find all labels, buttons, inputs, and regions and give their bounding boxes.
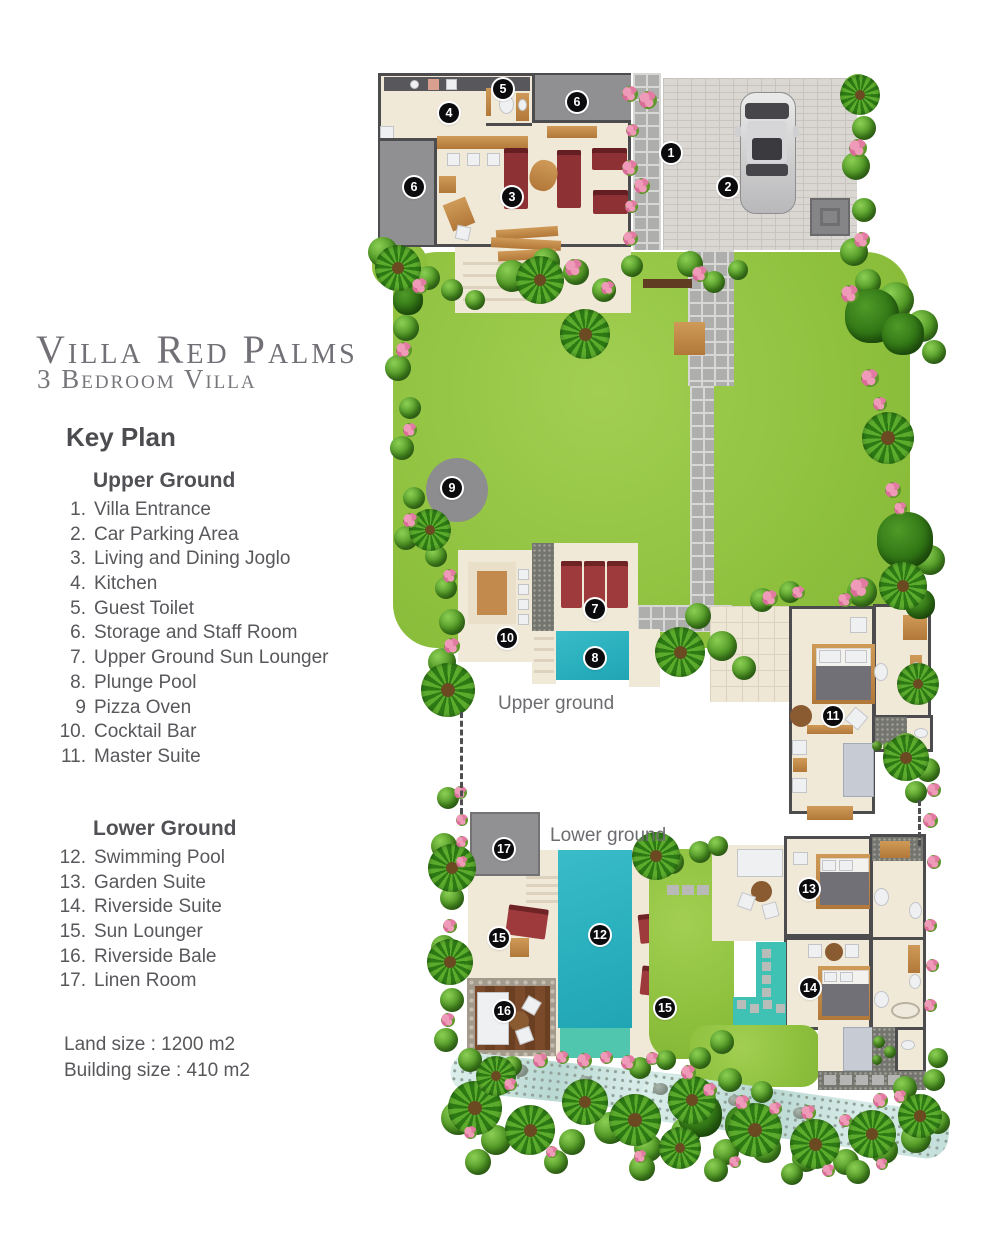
bed-pillow [839, 860, 853, 871]
pond-stone [750, 1004, 759, 1013]
palm-core [674, 646, 687, 659]
bath-sink [909, 902, 922, 919]
toilet-icon [874, 991, 889, 1008]
palm-tree-icon [883, 735, 929, 781]
flower-bush-icon [464, 1126, 477, 1139]
bar-stool [518, 584, 529, 595]
flower-bush-icon [396, 342, 412, 358]
flower-bush-icon [801, 1105, 816, 1120]
flower-bush-icon [441, 1013, 455, 1027]
koi-pond [756, 942, 786, 999]
flower-bush-icon [622, 160, 638, 176]
flower-bush-icon [924, 919, 937, 932]
flower-bush-icon [861, 369, 879, 387]
flower-bush-icon [623, 231, 638, 246]
bush-icon [732, 656, 756, 680]
bar-stool [447, 153, 460, 166]
palm-tree-icon [428, 844, 476, 892]
console-table [547, 126, 597, 138]
bush-icon [393, 315, 419, 341]
flower-bush-icon [403, 513, 418, 528]
bed-pillow [845, 650, 867, 663]
master-blanket [816, 666, 871, 700]
plan-marker-8: 8 [585, 648, 605, 668]
plan-marker-12: 12 [590, 925, 610, 945]
flower-bush-icon [926, 959, 939, 972]
area-label: Upper ground [498, 693, 615, 714]
flower-bush-icon [876, 1158, 888, 1170]
pond-stone [763, 1000, 772, 1009]
flower-bush-icon [533, 1053, 548, 1068]
palm-core [491, 1071, 501, 1081]
pond-stone [776, 1004, 785, 1013]
gravel-strip [532, 543, 554, 635]
flower-bush-icon [838, 593, 852, 607]
key-plan-heading: Key Plan [66, 422, 176, 452]
plan-marker-11: 11 [823, 706, 843, 726]
stepping-stone [872, 1075, 884, 1085]
bar-stool [518, 569, 529, 580]
nightstand [850, 617, 867, 633]
pool-step [534, 659, 554, 662]
legend-item-number: 16. [59, 945, 86, 967]
console-table [807, 725, 853, 734]
garden-path [690, 386, 714, 608]
palm-core [468, 1101, 482, 1115]
bath-vanity [908, 945, 920, 973]
flower-bush-icon [873, 1093, 888, 1108]
bush-icon [439, 609, 465, 635]
bar-stool [487, 153, 500, 166]
bush-icon [872, 1055, 882, 1065]
car-mirror [735, 126, 741, 137]
legend-item-label: Villa Entrance [94, 499, 211, 520]
flower-bush-icon [681, 1065, 696, 1080]
deck-daybed [843, 1027, 873, 1071]
flower-bush-icon [703, 1083, 717, 1097]
toilet-sink [518, 99, 527, 111]
level-boundary-line [460, 712, 463, 814]
palm-tree-icon [516, 256, 564, 304]
palm-core [524, 1124, 537, 1137]
flower-bush-icon [456, 814, 468, 826]
side-table [439, 176, 456, 193]
page-title: Villa Red Palms [36, 327, 358, 372]
toilet-wall [486, 123, 532, 126]
bush-icon [656, 1050, 676, 1070]
flower-bush-icon [646, 1052, 659, 1065]
bush-icon [440, 988, 464, 1012]
palm-core [441, 683, 455, 697]
bush-icon [872, 741, 882, 751]
stepping-stone [667, 885, 679, 895]
plan-marker-7: 7 [585, 599, 605, 619]
palm-core [748, 1123, 762, 1137]
palm-tree-icon [560, 309, 610, 359]
flower-bush-icon [792, 586, 805, 599]
palm-tree-icon [790, 1119, 840, 1169]
legend-item-number: 6. [70, 622, 86, 644]
plan-marker-5: 5 [493, 79, 513, 99]
flower-bush-icon [625, 200, 638, 213]
bathtub [891, 1002, 920, 1019]
area-label: Lower ground [550, 825, 667, 846]
flower-bush-icon [600, 1051, 613, 1064]
legend-item-label: Sun Lounger [94, 921, 203, 943]
chair [845, 944, 859, 958]
bush-icon [403, 487, 425, 509]
chair [793, 852, 808, 865]
garden-deck [674, 322, 705, 355]
flower-bush-icon [849, 139, 867, 157]
cocktail-bar-counter [468, 562, 516, 624]
palm-core [650, 850, 662, 862]
bar-stool [467, 153, 480, 166]
pool-step [534, 637, 554, 640]
bush-icon [707, 631, 737, 661]
palm-tree-icon [897, 663, 939, 705]
flower-bush-icon [894, 502, 907, 515]
lounger-table [510, 938, 529, 957]
flower-bush-icon [894, 1090, 907, 1103]
legend-item-label: Cocktail Bar [94, 721, 197, 743]
pool-step [534, 648, 554, 651]
legend-item-label: Riverside Suite [94, 896, 222, 918]
legend-item-number: 4. [70, 573, 86, 595]
tree-icon [877, 512, 933, 568]
bar-stool [518, 599, 529, 610]
pool-step [526, 876, 558, 879]
palm-core [914, 1110, 925, 1121]
bush-icon [434, 1028, 458, 1052]
palm-core [534, 274, 546, 286]
flower-bush-icon [504, 1078, 517, 1091]
building-size-text: Building size : 410 m2 [64, 1060, 250, 1081]
flower-bush-icon [885, 482, 901, 498]
bed-pillow [840, 972, 853, 982]
palm-core [913, 679, 924, 690]
palm-core [579, 328, 592, 341]
bush-icon [465, 290, 485, 310]
bush-icon [399, 397, 421, 419]
legend-item-label: Swimming Pool [94, 847, 225, 868]
bush-icon [728, 260, 748, 280]
chair [792, 778, 807, 793]
pond-stone [762, 988, 771, 997]
bar-stool [518, 614, 529, 625]
bush-icon [718, 1068, 742, 1092]
palm-core [881, 431, 895, 445]
plan-marker-9: 9 [442, 478, 462, 498]
flower-bush-icon [735, 1095, 750, 1110]
toilet-door [486, 88, 491, 116]
bush-icon [873, 1036, 885, 1048]
palm-tree-icon [879, 562, 927, 610]
round-table [790, 705, 812, 727]
bath-fixture [901, 1040, 915, 1050]
sun-lounger [505, 904, 549, 939]
car-sunroof [752, 138, 782, 160]
legend-item-label: Car Parking Area [94, 523, 239, 545]
legend-item-number: 14. [59, 896, 86, 918]
pond-stone [737, 1000, 746, 1009]
flower-bush-icon [565, 259, 583, 277]
flower-bush-icon [927, 855, 941, 869]
palm-core [628, 1113, 642, 1127]
legend-item-number: 3. [70, 548, 86, 570]
plan-marker-6: 6 [404, 177, 424, 197]
kitchen-appliance [428, 79, 439, 90]
plan-marker-2: 2 [718, 177, 738, 197]
side-table [793, 758, 807, 772]
flower-bush-icon [854, 232, 870, 248]
flower-bush-icon [403, 423, 417, 437]
bed-pillow [822, 860, 836, 871]
legend-item-label: Master Suite [94, 745, 201, 767]
flower-bush-icon [924, 999, 937, 1012]
legend-item-label: Guest Toilet [94, 597, 194, 619]
legend-item-label: Pizza Oven [94, 696, 192, 718]
bush-icon [685, 603, 711, 629]
legend-item-label: Storage and Staff Room [94, 622, 298, 644]
legend-item-number: 17. [59, 970, 86, 992]
kitchen-appliance [446, 79, 457, 90]
bed-pillow [824, 972, 837, 982]
toilet-icon [874, 888, 889, 906]
chair [808, 944, 822, 958]
bush-icon [704, 1158, 728, 1182]
legend-item-number: 11. [60, 745, 86, 767]
pool-shallow-end [560, 1028, 630, 1058]
flower-bush-icon [444, 638, 460, 654]
flower-bush-icon [556, 1051, 569, 1064]
land-size-text: Land size : 1200 m2 [64, 1034, 236, 1055]
terrace-lounger [737, 849, 783, 877]
pool-step [526, 884, 558, 887]
legend-item-number: 9 [75, 696, 86, 718]
palm-tree-icon [655, 627, 705, 677]
bush-icon [390, 436, 414, 460]
legend-item-label: Linen Room [94, 970, 197, 992]
legend-item-label: Plunge Pool [94, 671, 197, 693]
bush-icon [846, 1160, 870, 1184]
desk-chair [455, 225, 472, 242]
palm-tree-icon [862, 412, 914, 464]
legend-upper-heading: Upper Ground [93, 469, 236, 492]
stepping-stone [682, 885, 694, 895]
bed-pillow [819, 650, 841, 663]
legend-item-number: 5. [70, 597, 86, 619]
toilet-icon [874, 663, 888, 681]
pool-step [526, 892, 558, 895]
flower-bush-icon [850, 578, 870, 598]
entry-step [807, 806, 853, 820]
stepping-stone [697, 885, 709, 895]
suite-blanket [822, 984, 869, 1016]
flower-bush-icon [456, 836, 468, 848]
chair [792, 740, 807, 755]
plan-marker-3: 3 [502, 187, 522, 207]
outdoor-bath [895, 1027, 926, 1073]
plan-marker-13: 13 [799, 879, 819, 899]
flower-bush-icon [634, 178, 650, 194]
legend-item-label: Kitchen [94, 573, 158, 595]
pond-stone [762, 962, 771, 971]
palm-tree-icon [659, 1127, 701, 1169]
flower-bush-icon [822, 1164, 835, 1177]
bush-icon [852, 116, 876, 140]
flower-bush-icon [762, 590, 778, 606]
palm-core [444, 956, 456, 968]
bath-vanity [880, 841, 910, 858]
car-mirror [793, 126, 799, 137]
round-table [825, 943, 843, 961]
palm-core [855, 90, 865, 100]
sun-lounger [607, 561, 628, 608]
stove-icon [410, 80, 419, 89]
garden-bench [643, 279, 692, 288]
bush-icon [708, 836, 728, 856]
flower-bush-icon [729, 1156, 741, 1168]
bush-icon [922, 340, 946, 364]
flower-bush-icon [443, 919, 457, 933]
utility-pad-inner [820, 208, 840, 226]
legend-item-label: Riverside Bale [94, 945, 217, 967]
palm-tree-icon [427, 939, 473, 985]
palm-core [579, 1096, 591, 1108]
car-rear-window [746, 164, 788, 176]
joglo-sofa [557, 150, 581, 208]
stepping-stone [856, 1075, 868, 1085]
bush-icon [928, 1048, 948, 1068]
flower-bush-icon [443, 569, 457, 583]
bush-icon [884, 1046, 896, 1058]
flower-bush-icon [639, 91, 657, 109]
flower-bush-icon [456, 856, 468, 868]
bush-icon [923, 1069, 945, 1091]
plan-marker-17: 17 [494, 839, 514, 859]
palm-tree-icon [421, 663, 475, 717]
river-rock [653, 1083, 668, 1095]
tree-icon [882, 313, 924, 355]
master-daybed [843, 743, 874, 797]
bush-icon [751, 1081, 773, 1103]
legend-item-label: Living and Dining Joglo [94, 548, 291, 570]
pool-step [534, 670, 554, 673]
flower-bush-icon [923, 813, 938, 828]
flower-bush-icon [692, 266, 708, 282]
plan-marker-15: 15 [489, 928, 509, 948]
legend-item-number: 8. [70, 671, 86, 693]
legend-item-number: 1. [70, 499, 86, 520]
level-boundary-line [918, 800, 921, 846]
palm-core [686, 1094, 698, 1106]
flower-bush-icon [626, 124, 639, 137]
suite-blanket [820, 872, 869, 905]
pond-stone [762, 949, 771, 958]
plan-marker-4: 4 [439, 103, 459, 123]
flower-bush-icon [873, 397, 887, 411]
bush-icon [852, 198, 876, 222]
flower-bush-icon [621, 1055, 636, 1070]
plan-marker-10: 10 [497, 628, 517, 648]
stepping-stone [840, 1075, 852, 1085]
plan-marker-15: 15 [655, 998, 675, 1018]
palm-core [866, 1128, 878, 1140]
flower-bush-icon [634, 1150, 647, 1163]
flower-bush-icon [841, 285, 859, 303]
plan-marker-1: 1 [661, 143, 681, 163]
legend-item-number: 12. [59, 847, 86, 868]
pool-step [526, 900, 558, 903]
plan-marker-6: 6 [567, 92, 587, 112]
bush-icon [465, 1149, 491, 1175]
palm-core [900, 752, 912, 764]
plan-marker-14: 14 [800, 978, 820, 998]
bush-icon [781, 1163, 803, 1185]
palm-core [425, 525, 436, 536]
joglo-sofa [593, 190, 628, 214]
bush-icon [710, 1030, 734, 1054]
legend-item-label: Garden Suite [94, 871, 206, 893]
legend-item-number: 7. [70, 647, 86, 669]
plan-marker-16: 16 [494, 1001, 514, 1021]
legend-item-label: Upper Ground Sun Lounger [94, 647, 329, 669]
palm-core [897, 580, 909, 592]
palm-tree-icon [840, 75, 880, 115]
flower-bush-icon [412, 278, 428, 294]
flower-bush-icon [769, 1102, 782, 1115]
palm-tree-icon [848, 1110, 896, 1158]
bush-icon [559, 1129, 585, 1155]
legend-item-number: 15. [59, 921, 86, 943]
palm-core [392, 262, 404, 274]
pond-stone [762, 975, 771, 984]
bush-icon [621, 255, 643, 277]
bush-icon [905, 781, 927, 803]
flower-bush-icon [839, 1114, 852, 1127]
palm-core [675, 1143, 686, 1154]
page-subtitle: 3 Bedroom Villa [37, 364, 257, 394]
palm-core [809, 1138, 822, 1151]
sun-lounger [561, 561, 582, 608]
bush-icon [385, 355, 411, 381]
legend-item-number: 10. [59, 721, 86, 743]
palm-tree-icon [562, 1079, 608, 1125]
car-windshield [745, 103, 789, 119]
palm-tree-icon [609, 1094, 661, 1146]
flower-bush-icon [927, 783, 941, 797]
flower-bush-icon [546, 1146, 558, 1158]
stepping-stone [824, 1075, 836, 1085]
legend-item-number: 2. [70, 523, 86, 545]
bush-icon [441, 279, 463, 301]
legend-item-number: 13. [59, 871, 86, 893]
flower-bush-icon [577, 1053, 592, 1068]
flower-bush-icon [601, 281, 615, 295]
legend-lower-heading: Lower Ground [93, 817, 237, 840]
flower-bush-icon [622, 86, 638, 102]
bath-sink [909, 974, 921, 989]
